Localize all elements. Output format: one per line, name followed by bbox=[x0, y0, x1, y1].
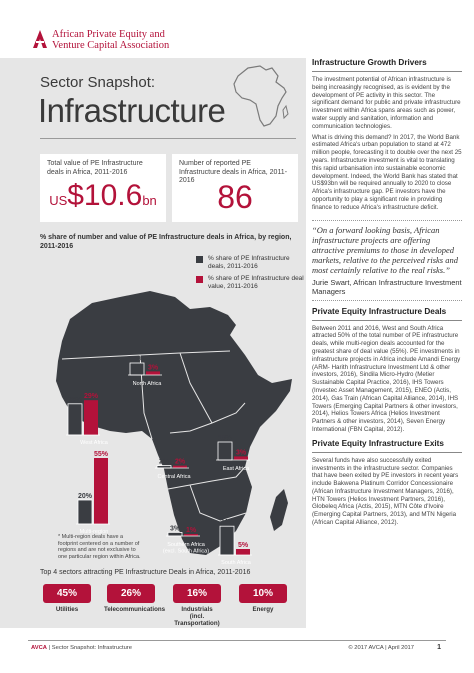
sector-utilities: 45% Utilities bbox=[40, 584, 94, 613]
bar-value-3 bbox=[234, 456, 248, 460]
bar-label-value-1: 29% bbox=[83, 393, 99, 401]
bar-value-0 bbox=[146, 371, 160, 375]
sector-energy: 10% Energy bbox=[236, 584, 290, 613]
bar-deals-0 bbox=[130, 363, 144, 375]
exits-paragraph: Several funds have also successfully exited investments in the infrastructure sector. Companies that have been exited by PE investors in recent years include Bakwena Platinum Corridor Concessionaire (African Infrastructure Investment Managers, 2016), HTN Towers (Helios Investment Partners, 2016), Globeleq Africa (Actis, 2015), MTN Côte d'Ivoire (Emerging Capital Partners, 2013), and MTN Nigeria (African Capital Alliance, 2012). bbox=[312, 456, 459, 527]
org-name: African Private Equity and Venture Capital Association bbox=[52, 29, 170, 51]
footer-copyright: © 2017 AVCA | April 2017 bbox=[348, 645, 414, 651]
bar-label-deals-0: 10% bbox=[129, 356, 145, 363]
bar-label-value-3: 3% bbox=[235, 449, 247, 457]
bar-value-6 bbox=[236, 549, 250, 555]
footer-left: AVCA | Sector Snapshot: Infrastructure bbox=[31, 645, 132, 651]
sectors-title: Top 4 sectors attracting PE Infrastructure Deals in Africa, 2011-2016 bbox=[40, 569, 251, 576]
growth-drivers-heading: Infrastructure Growth Drivers bbox=[312, 58, 427, 67]
region-label-2: Central Africa bbox=[157, 474, 191, 480]
bar-label-value-0: 3% bbox=[147, 364, 159, 372]
title-divider bbox=[40, 138, 296, 139]
madagascar-shape bbox=[270, 489, 288, 531]
bar-label-deals-2: 2% bbox=[158, 458, 170, 466]
bar-label-deals-1: 26% bbox=[67, 396, 83, 404]
sector-industrials: 16% Industrials (incl. Transportation) bbox=[170, 584, 224, 627]
bar-label-value-4: 55% bbox=[93, 451, 109, 458]
stat-deal-count: Number of reported PE Infrastructure deals in Africa, 2011-2016 86 bbox=[172, 154, 298, 222]
region-label-4: Multi-region bbox=[79, 529, 109, 535]
bar-value-4 bbox=[94, 458, 108, 524]
legend-item-deals: % share of PE Infrastructure deals, 2011-2016 bbox=[196, 255, 306, 271]
bar-label-deals-5: 3% bbox=[169, 525, 181, 533]
chart-title: % share of number and value of PE Infrastructure deals in Africa, by region, 2011-2016 bbox=[40, 234, 292, 250]
bar-value-1 bbox=[84, 400, 98, 435]
pull-quote: “On a forward looking basis, African infrastructure projects are offering attractive premiums to those in developed markets, relative to the perceived risks and most certainly relative to the real risks.” bbox=[312, 224, 458, 275]
africa-outline-icon bbox=[226, 62, 296, 132]
region-label-0: North Africa bbox=[132, 381, 162, 387]
avca-logo-icon bbox=[33, 30, 47, 48]
chart-footnote: * Multi-region deals have a footprint centered on a number of regions and are not exclusive to one particular region within Africa. bbox=[58, 534, 141, 560]
quote-author: Jurie Swart, African Infrastructure Investment Managers bbox=[312, 277, 462, 296]
africa-region-map bbox=[40, 263, 300, 568]
stat-total-value: Total value of PE Infrastructure deals in Africa, 2011-2016 US$10.6bn bbox=[40, 154, 166, 222]
page-number: 1 bbox=[437, 644, 441, 651]
bar-label-deals-4: 20% bbox=[77, 493, 93, 500]
snapshot-panel bbox=[0, 58, 306, 628]
deals-heading: Private Equity Infrastructure Deals bbox=[312, 306, 447, 316]
bar-deals-3 bbox=[218, 442, 232, 460]
bar-label-deals-6: 24% bbox=[219, 519, 235, 527]
stat-deal-count-number: 86 bbox=[217, 179, 253, 215]
bar-deals-1 bbox=[68, 404, 82, 435]
bar-label-deals-3: 15% bbox=[217, 435, 233, 442]
bar-deals-4 bbox=[78, 500, 92, 524]
deals-paragraph: Between 2011 and 2016, West and South Africa attracted 50% of the total number of PE infrastructure deals, while multi-region deals accounted for the greatest share of deal value (55%). PE investments in infrastructure projects in Africa include Amandi Energy (ARM- Harith Infrastructure Investment Ltd & other investors, 2016), Sindila Micro-Hydro (Metier Sustainable Capital Practice, 2016), IHS Towers (Investec Asset Management, 2015), ENEO (Actis, 2014), Gas Train (African Capital Alliance, 2014), IHS Towers (Emerging Capital Partners & other investors, 2014), Helios Towers Africa (Helios Investment Partners & other investors, 2014), Seven Energy International (FBN Capital, 2012). bbox=[312, 324, 461, 433]
growth-drivers-p2: What is driving this demand? In 2017, the World Bank estimated Africa's urban population to stand at 472 million people, forecasting it to double over the next 25 years. Infrastructure investment is vital to translating this rapid urbanisation into sustainable economic development. Indeed, the World Bank has stated that US$93bn will be required annually to 2020 to close Africa's infrastructure gap. PE investors have the opportunity to play a significant role in providing finance to reduce Africa's infrastructure deficit. bbox=[312, 133, 462, 211]
region-label-3: East Africa bbox=[222, 466, 250, 472]
growth-drivers-p1: The investment potential of African infrastructure is being increasingly recognised, as is evident by the development of PE activity in this sector. The significant demand for public and private infrastructure investment within Africa spans areas such as power, water supply and sanitation, information and communication technologies. bbox=[312, 76, 461, 130]
bar-label-value-2: 2% bbox=[174, 458, 186, 466]
sector-telecommunications: 26% Telecommunications bbox=[104, 584, 158, 613]
page-footer bbox=[0, 640, 474, 656]
region-label-1: West Africa bbox=[80, 440, 108, 446]
bar-deals-6 bbox=[220, 526, 234, 555]
stat-total-value-number: US$10.6bn bbox=[49, 179, 157, 212]
exits-heading: Private Equity Infrastructure Exits bbox=[312, 438, 444, 448]
region-label-6: South Africa bbox=[221, 560, 251, 566]
bar-deals-5 bbox=[168, 532, 182, 536]
right-column bbox=[312, 58, 462, 527]
page-title: Infrastructure bbox=[38, 92, 226, 129]
snapshot-label: Sector Snapshot: bbox=[40, 74, 156, 91]
region-label-sub-5: (excl. South Africa) bbox=[162, 548, 210, 555]
bar-label-value-6: 5% bbox=[237, 542, 249, 549]
header bbox=[0, 0, 474, 58]
legend-item-value: % share of PE Infrastructure deal value, 2011-2016 bbox=[196, 275, 306, 291]
bar-label-value-5: 1% bbox=[185, 527, 197, 534]
region-label-5: Southern Africa bbox=[167, 542, 205, 548]
